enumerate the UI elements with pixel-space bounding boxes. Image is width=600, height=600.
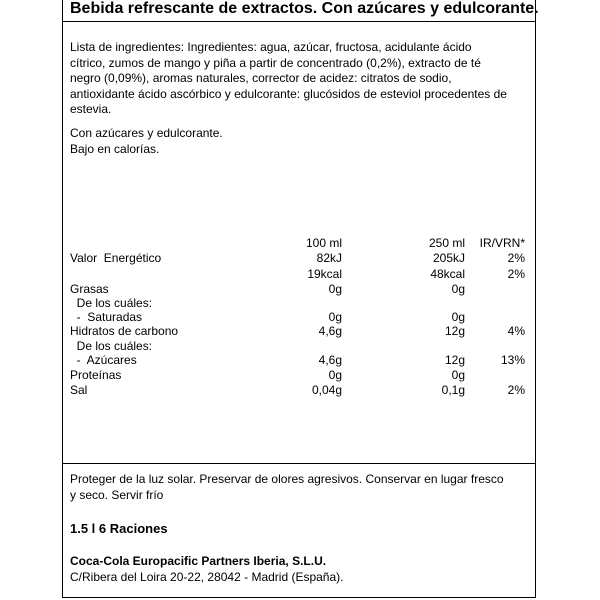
- nutrient-label: De los cuáles:: [70, 296, 153, 310]
- nutrient-value-100ml: 0,04g: [311, 383, 342, 397]
- nutrient-value-100ml: 0g: [328, 368, 342, 382]
- nutrient-ir-percent: 13%: [500, 353, 525, 367]
- nutrient-value-250ml: 12g: [444, 324, 465, 338]
- nutrient-label: De los cuáles:: [70, 339, 153, 353]
- nutrient-value-250ml: 0g: [451, 310, 465, 324]
- company-name: Coca-Cola Europacific Partners Iberia, S.L.U.: [70, 554, 327, 568]
- nutrient-label: Valor Energético: [70, 251, 162, 265]
- storage-line: y seco. Servir frío: [70, 487, 164, 502]
- nutrient-label: Hidratos de carbono: [70, 324, 179, 338]
- claims: [70, 126, 530, 157]
- nutrient-label: Proteínas: [70, 368, 122, 382]
- title-divider: [62, 21, 536, 22]
- ingredients-line: estevia.: [70, 102, 112, 116]
- nutrient-label: Grasas: [70, 282, 109, 296]
- nutrient-label: - Saturadas: [70, 310, 143, 324]
- nutrient-value-100ml: 4,6g: [318, 353, 342, 367]
- company-address: C/Ribera del Loira 20-22, 28042 - Madrid (España).: [70, 570, 344, 584]
- nutrient-ir-percent: 4%: [507, 324, 525, 338]
- nutrient-value-250ml: 0g: [451, 368, 465, 382]
- ingredients-line: cítrico, zumos de mango y piña a partir de concentrado (0,2%), extracto de té: [70, 55, 481, 70]
- nutrient-value-100ml: 82kJ: [316, 251, 342, 265]
- nutrient-ir-percent: 2%: [507, 267, 525, 281]
- nutrient-value-250ml: 0g: [451, 282, 465, 296]
- ingredients-list: [70, 40, 530, 118]
- nutrient-value-250ml: 48kcal: [430, 267, 465, 281]
- product-title: Bebida refrescante de extractos. Con azúcares y edulcorante.: [70, 0, 539, 17]
- nutrient-value-100ml: 0g: [328, 310, 342, 324]
- header-per-250ml: 250 ml: [428, 236, 465, 250]
- nutrient-value-250ml: 0,1g: [441, 383, 465, 397]
- nutrient-value-100ml: 4,6g: [318, 324, 342, 338]
- ingredients-line: Lista de ingredientes: Ingredientes: agua, azúcar, fructosa, acidulante ácido: [70, 40, 472, 54]
- storage-divider: [62, 463, 536, 464]
- claim-sweeteners: Con azúcares y edulcorante.: [70, 126, 223, 140]
- quantity-servings: 1.5 l 6 Raciones: [70, 521, 168, 536]
- storage-instructions: [70, 472, 530, 503]
- storage-line: Proteger de la luz solar. Preservar de olores agresivos. Conservar en lugar fresco: [70, 472, 504, 486]
- ingredients-line: antioxidante ácido ascórbico y edulcorante: glucósidos de esteviol procedentes de: [70, 86, 507, 101]
- ingredients-line: negro (0,09%), aromas naturales, corrector de acidez: citratos de sodio,: [70, 71, 452, 85]
- nutrient-ir-percent: 2%: [507, 251, 525, 265]
- nutrient-label: Sal: [70, 383, 88, 397]
- nutrient-value-100ml: 19kcal: [307, 267, 342, 281]
- nutrient-label: - Azúcares: [70, 353, 137, 367]
- nutrient-value-250ml: 205kJ: [432, 251, 465, 265]
- nutrient-ir-percent: 2%: [507, 383, 525, 397]
- header-per-100ml: 100 ml: [305, 236, 342, 250]
- nutrient-value-250ml: 12g: [444, 353, 465, 367]
- nutrient-value-100ml: 0g: [328, 282, 342, 296]
- claim-low-calorie: Bajo en calorías.: [70, 141, 160, 156]
- header-ir-vrn: IR/VRN*: [479, 236, 525, 250]
